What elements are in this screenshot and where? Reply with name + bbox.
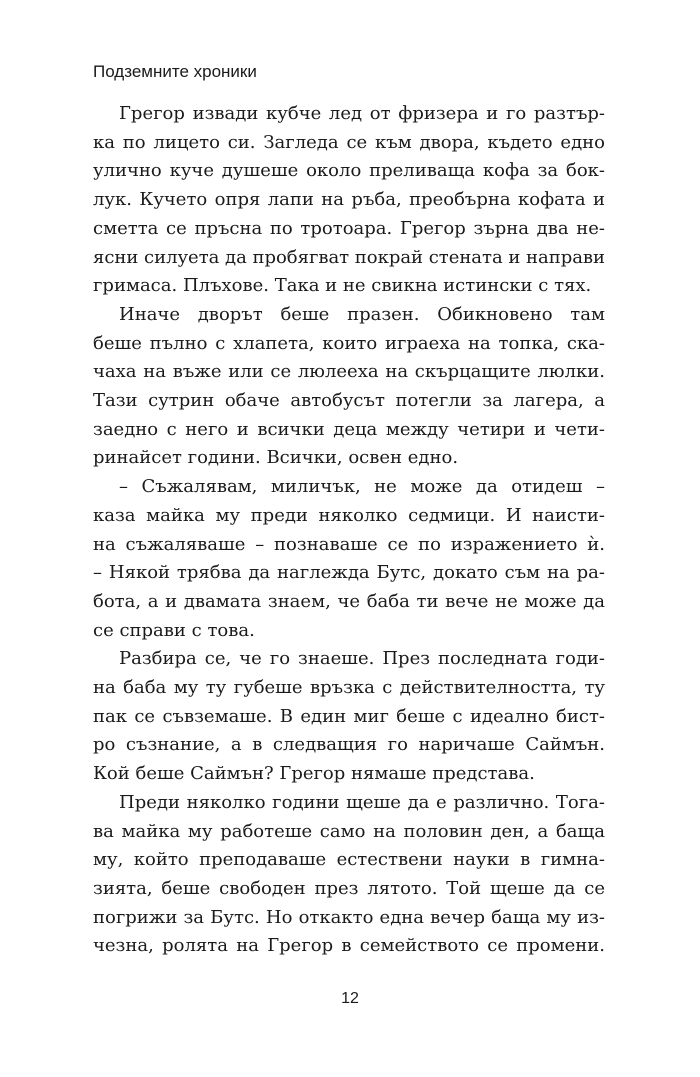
page-number: 12 (341, 990, 359, 1007)
text-line: се справи с това. (93, 619, 255, 641)
text-line: Иначе дворът беше празен. Обикновено там (119, 303, 605, 325)
text-line: каза майка му преди няколко седмици. И наисти- (93, 504, 605, 526)
text-line: Грегор извади кубче лед от фризера и го разтър- (119, 103, 605, 124)
paragraph (93, 100, 605, 301)
text-line: ринайсет години. Всички, освен едно. (93, 447, 459, 469)
paragraph (93, 789, 605, 961)
text-line: на баба му ту губеше връзка с действителността, ту (93, 677, 605, 699)
text-line: на съжаляваше – познаваше се по изражението ѝ. (93, 533, 605, 555)
text-line: Тази сутрин обаче автобусът потегли за лагера, а (93, 390, 605, 412)
text-line: пак се съвземаше. В един миг беше с идеално бист- (93, 705, 605, 727)
text-line: гримаса. Плъхове. Така и не свикна истински с тях. (93, 275, 592, 297)
running-head: Подземните хроники (93, 62, 257, 81)
text-line: заедно с него и всички деца между четири и чети- (93, 418, 605, 440)
text-line: му, който преподаваше естествени науки в гимна- (93, 849, 605, 871)
text-line: ро съзнание, а в следващия го наричаше Саймън. (93, 734, 605, 756)
paragraph (93, 473, 605, 645)
text-line: чезна, ролята на Грегор в семейството се промени. (93, 935, 605, 957)
text-line: чаха на въже или се люлееха на скърцащите люлки. (93, 361, 605, 383)
text-line: лук. Кучето опря лапи на ръба, преобърна кофата и (93, 189, 605, 211)
text-line: улично куче душеше около преливаща кофа за бок- (93, 160, 605, 182)
paragraph (93, 301, 605, 473)
body-text (93, 100, 605, 961)
text-line: – Съжалявам, миличък, не може да отидеш – (119, 476, 605, 498)
text-line: Кой беше Саймън? Грегор нямаше представа. (93, 763, 535, 785)
text-line: – Някой трябва да наглежда Бутс, докато съм на ра- (93, 562, 605, 584)
text-line: Преди няколко години щеше да е различно. Тога- (119, 791, 605, 813)
text-line: погрижи за Бутс. Но откакто една вечер баща му из- (93, 906, 605, 928)
text-line: сметта се пръсна по тротоара. Грегор зърна два не- (93, 217, 605, 239)
text-line: ка по лицето си. Загледа се към двора, където едно (93, 131, 605, 153)
text-line: ясни силуета да пробягват покрай стената и направи (93, 246, 605, 268)
paragraph (93, 645, 605, 789)
text-line: Разбира се, че го знаеше. През последната годи- (119, 648, 605, 670)
text-line: бота, а и двамата знаем, че баба ти вече не може да (93, 590, 605, 612)
text-line: беше пълно с хлапета, които играеха на топка, ска- (93, 332, 605, 354)
text-line: зията, беше свободен през лятото. Той щеше да се (93, 877, 605, 899)
text-line: ва майка му работеше само на половин ден, а баща (93, 820, 605, 842)
